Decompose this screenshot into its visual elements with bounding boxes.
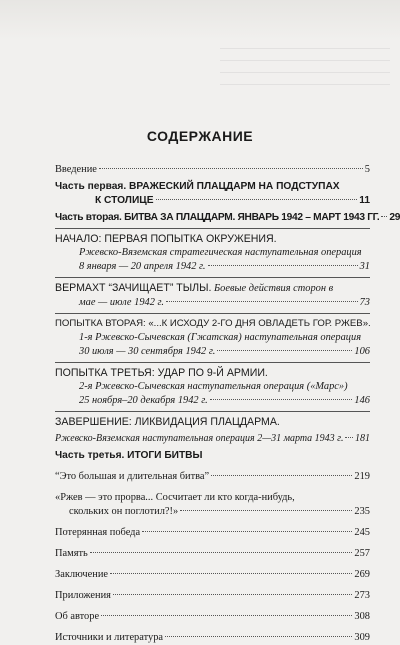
divider <box>55 228 370 229</box>
leader-dots <box>180 510 352 511</box>
toc-entry-appendices[interactable]: Приложения 273 <box>55 590 370 601</box>
page-number: 269 <box>354 569 370 580</box>
toc-entry-memory[interactable]: Память 257 <box>55 548 370 559</box>
page-number: 273 <box>354 590 370 601</box>
leader-dots <box>165 636 352 637</box>
divider <box>55 277 370 278</box>
toc-entry-chapter-4[interactable]: ПОПЫТКА ТРЕТЬЯ: УДАР ПО 9-Й АРМИИ. 2-я Ржевско-Сычевская наступательная операция («Марс») 25 ноября–20 декабря 1942 г. 146 <box>55 367 370 406</box>
divider <box>55 313 370 314</box>
leader-dots <box>101 615 352 616</box>
page-number: 181 <box>355 433 370 444</box>
page-number: 11 <box>359 195 370 206</box>
toc-entry-great-battle[interactable]: “Это большая и длительная битва” 219 <box>55 471 370 482</box>
leader-dots <box>217 350 352 351</box>
toc-entry-part-two[interactable]: Часть вторая. БИТВА ЗА ПЛАЦДАРМ. ЯНВАРЬ 1942 – МАРТ 1943 ГГ. 29 <box>55 212 400 223</box>
divider <box>55 411 370 412</box>
page-number: 308 <box>354 611 370 622</box>
page-number: 29 <box>389 212 400 223</box>
bleed-through-line <box>220 60 390 61</box>
toc-entry-rzhev-abyss[interactable]: «Ржев — это прорва... Сосчитает ли кто когда-нибудь, скольких он поглотил?!» 235 <box>55 492 370 517</box>
toc-entry-sources[interactable]: Источники и литература 309 <box>55 632 370 643</box>
toc-entry-intro[interactable]: Введение 5 <box>55 164 370 175</box>
toc-entry-chapter-1[interactable]: НАЧАЛО: ПЕРВАЯ ПОПЫТКА ОКРУЖЕНИЯ. Ржевско-Вяземская стратегическая наступательная операция 8 января — 20 апреля 1942 г. 31 <box>55 233 370 272</box>
toc-entry-about-author[interactable]: Об авторе 308 <box>55 611 370 622</box>
leader-dots <box>156 199 358 200</box>
leader-dots <box>210 399 353 400</box>
page-number: 31 <box>359 261 370 272</box>
leader-dots <box>208 265 358 266</box>
toc-entry-chapter-3[interactable]: ПОПЫТКА ВТОРАЯ: «...К ИСХОДУ 2-ГО ДНЯ ОВЛАДЕТЬ ГОР. РЖЕВ». 1-я Ржевско-Сычевская (Гжатская) наступательная операция 30 июля — 30 сентября 1942 г. 106 <box>55 318 371 357</box>
leader-dots <box>142 531 352 532</box>
leader-dots <box>345 437 353 438</box>
page-number: 73 <box>359 297 370 308</box>
toc-entry-part-three[interactable]: Часть третья. ИТОГИ БИТВЫ <box>55 450 203 461</box>
bleed-through-line <box>220 48 390 49</box>
page-number: 106 <box>354 346 370 357</box>
leader-dots <box>99 168 363 169</box>
page-number: 235 <box>354 506 370 517</box>
divider <box>55 362 370 363</box>
leader-dots <box>381 216 387 217</box>
table-of-contents <box>55 163 400 645</box>
page-number: 257 <box>354 548 370 559</box>
toc-entry-chapter-5[interactable]: ЗАВЕРШЕНИЕ: ЛИКВИДАЦИЯ ПЛАЦДАРМА. Ржевско-Вяземская наступательная операция 2—31 марта 1943 г. 181 <box>55 416 370 444</box>
leader-dots <box>113 594 352 595</box>
leader-dots <box>211 475 352 476</box>
toc-entry-conclusion[interactable]: Заключение 269 <box>55 569 370 580</box>
toc-entry-chapter-2[interactable]: ВЕРМАХТ “ЗАЧИЩАЕТ” ТЫЛЫ. Боевые действия сторон в мае — июле 1942 г. 73 <box>55 282 370 308</box>
toc-entry-lost-victory[interactable]: Потерянная победа 245 <box>55 527 370 538</box>
leader-dots <box>110 573 352 574</box>
toc-entry-part-one[interactable]: Часть первая. ВРАЖЕСКИЙ ПЛАЦДАРМ НА ПОДСТУПАХ К СТОЛИЦЕ 11 <box>55 181 370 206</box>
bleed-through-line <box>220 84 390 85</box>
page-number: 219 <box>354 471 370 482</box>
page-number: 309 <box>354 632 370 643</box>
leader-dots <box>90 552 353 553</box>
page-number: 5 <box>364 164 370 175</box>
page-top-bleed <box>0 0 400 40</box>
page-title: СОДЕРЖАНИЕ <box>146 128 254 144</box>
leader-dots <box>166 301 358 302</box>
page-number: 245 <box>354 527 370 538</box>
page-number: 146 <box>354 395 370 406</box>
bleed-through-line <box>220 72 390 73</box>
